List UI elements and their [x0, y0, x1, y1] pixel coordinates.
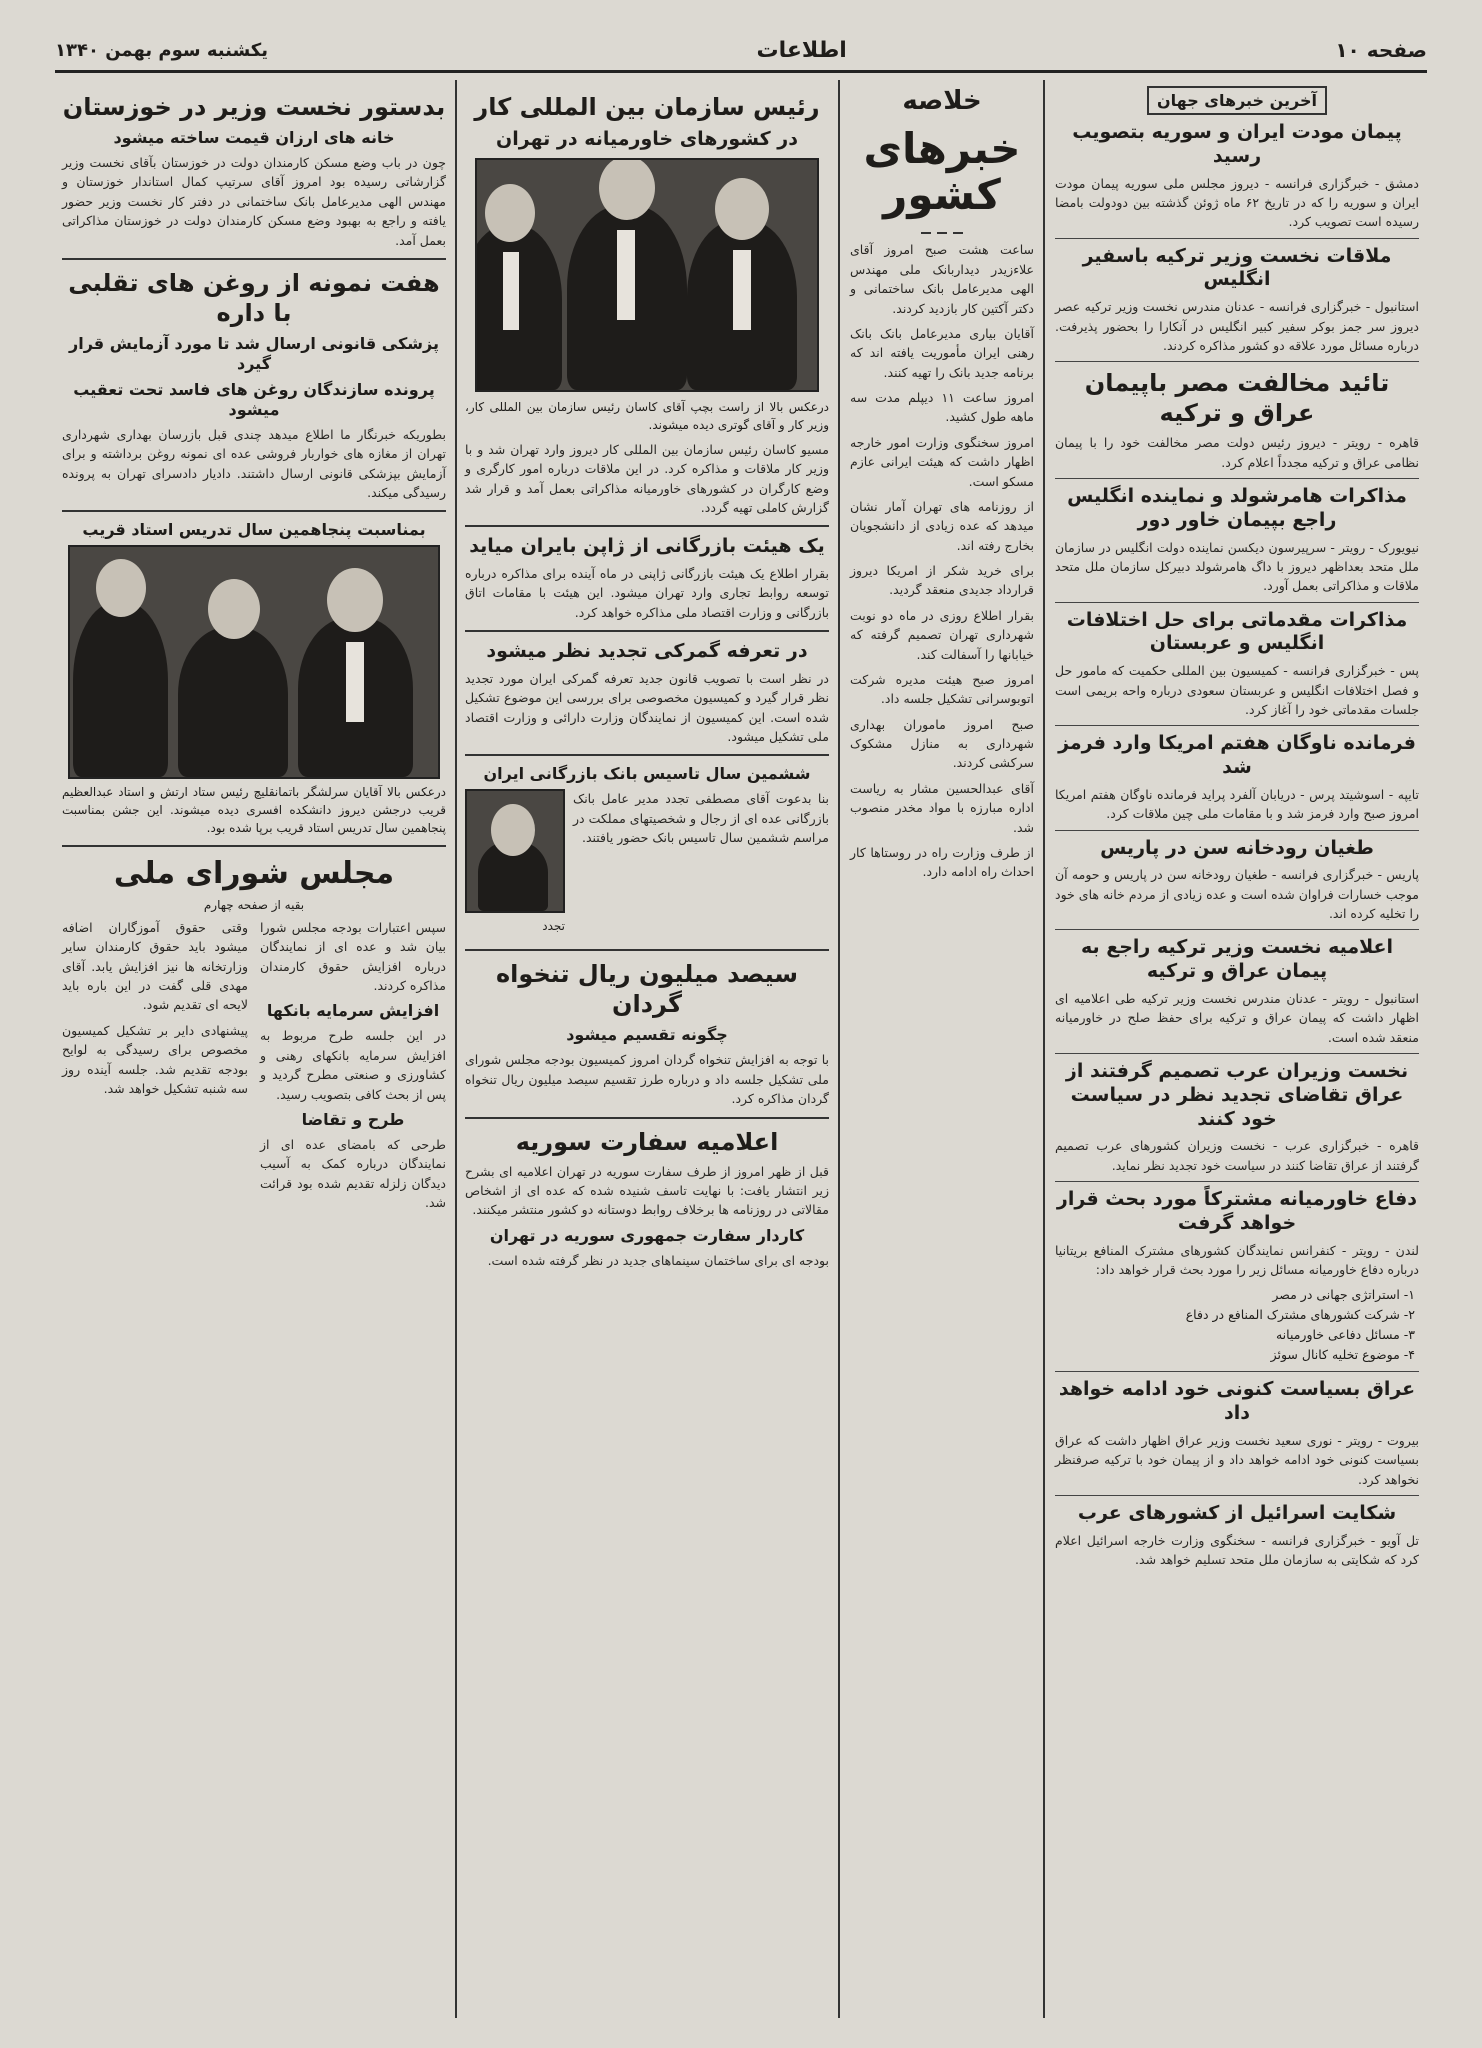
teacher-caption: درعکس بالا آقایان سرلشگر باتمانقلیچ رئیس ستاد ارتش و استاد عبدالعظیم قریب درجشن دیروز دانشکده افسری دیده میشوند. این جشن بمناسبت پنجاهمین سال تدریس استاد قریب برپا شده بود. — [62, 785, 446, 836]
summary-kicker: خلاصه — [902, 86, 982, 116]
page-number: صفحه ۱۰ — [1335, 38, 1427, 62]
story-title: پیمان مودت ایران و سوریه بتصویب رسید — [1072, 121, 1402, 167]
story-body: تایپه - اسوشیتد پرس - دریابان آلفرد پراید فرمانده ناوگان هفتم امریکا امروز صبح وارد فرمز شد و با مقامات ملی چین ملاقات کرد. — [1055, 786, 1419, 822]
money-headline: سیصد میلیون ریال تنخواه گردان — [496, 960, 798, 1019]
majlis-subhead: افزایش سرمایه بانکها — [266, 1001, 440, 1021]
divider — [1055, 602, 1419, 603]
summary-item: امروز صبح هیئت مدیره شرکت اتوبوسرانی تشکیل جلسه داد. — [850, 671, 1034, 707]
khuzestan-subheadline: خانه های ارزان قیمت ساخته میشود — [113, 128, 395, 147]
majlis-body: سپس اعتبارات بودجه مجلس شورا بیان شد و عده ای از نمایندگان درباره افزایش حقوق کارمندان مذاکره کردند. — [260, 919, 446, 993]
teacher-photo — [68, 545, 440, 779]
money-subheadline: چگونه تقسیم میشود — [566, 1025, 728, 1045]
divider — [1055, 478, 1419, 479]
summary-item: آقایان بیاری مدیرعامل بانک بانک رهنی ایران مأموریت یافته اند که برنامه جدید بانک را تهیه کنند. — [850, 325, 1034, 380]
story-body: استانبول - رویتر - عدنان مندرس نخست وزیر ترکیه طی اعلامیه ای اظهار داشت که پیمان عراق و ترکیه برای حفظ صلح در خاورمیانه منعقد شده است. — [1055, 990, 1419, 1045]
world-news-column — [1047, 80, 1427, 2018]
column-rule — [838, 80, 840, 2018]
portrait-caption: تجدد — [542, 919, 565, 934]
story-title: مذاکرات هامرشولد و نماینده انگلیس راجع بپیمان خاور دور — [1067, 485, 1407, 531]
bank-body: بنا بدعوت آقای مصطفی تجدد مدیر عامل بانک بازرگانی عده ای از رجال و شخصیتهای مملکت در مراسم ششمین سال تاسیس بانک حضور یافتند. — [573, 791, 829, 846]
ilo-headline: رئیس سازمان بین المللی کار — [474, 93, 820, 121]
majlis-body: طرحی که بامضای عده ای از نمایندگان درباره کمک به آسیب دیدگان زلزله تقدیم شده بود قرائت شد. — [260, 1136, 446, 1210]
trade-body: بقرار اطلاع یک هیئت بازرگانی ژاپنی در ماه آینده برای مذاکره درباره توسعه روابط تجاری وارد تهران میشود. این هیئت با مقامات اتاق بازرگانی و وزارت اقتصاد ملی مذاکره خواهد کرد. — [465, 566, 829, 620]
majlis-headline: مجلس شورای ملی — [113, 856, 395, 892]
majlis-body: وقتی حقوق آموزگاران اضافه میشود باید حقوق کارمندان سایر وزارتخانه ها نیز افزایش یابد. آقای مهدی قلی گفت در این باره باید لایحه ای تقدیم شود. — [62, 919, 248, 1013]
story-title: عراق بسیاست کنونی خود ادامه خواهد داد — [1058, 1378, 1416, 1424]
list-item: ۴- موضوع تخلیه کانال سوئز — [1270, 1347, 1415, 1363]
summary-title: خبرهای کشور — [863, 124, 1021, 220]
story-title: نخست وزیران عرب تصمیم گرفتند از عراق تقاضای تجدید نظر در سیاست خود کنند — [1065, 1060, 1409, 1130]
story-body: استانبول - خبرگزاری فرانسه - عدنان مندرس نخست وزیر ترکیه عصر دیروز سر جمز بوکر سفیر کبیر انگلیس در آنکارا را بحضور پذیرفت. درباره مسائل مورد علاقه دو کشور مذاکره کردند. — [1055, 299, 1419, 353]
world-news-box-title: آخرین خبرهای جهان — [1147, 86, 1327, 115]
summary-item: ساعت هشت صبح امروز آقای علاءزیدر دیداربانک ملی مهندس الهی مدیرعامل بانک ساختمانی و دکتر آکتین کار بازدید کردند. — [850, 242, 1034, 316]
paper-title: اطلاعات — [756, 37, 847, 63]
syria-signature: کاردار سفارت جمهوری سوریه در تهران — [489, 1225, 805, 1245]
ornament — [850, 232, 1034, 234]
issue-date: یکشنبه سوم بهمن ۱۳۴۰ — [55, 39, 268, 61]
syria-body: قبل از ظهر امروز از طرف سفارت سوریه در تهران اعلامیه ای بشرح زیر انتشار یافت: با نهایت تاسف شنیده شده که عده ای از اشخاص مقالاتی در روزنامه ها برخلاف روابط دوستانه دو کشور منتشر میکنند. — [465, 1163, 829, 1218]
story-body: نیویورک - رویتر - سرپیرسون دیکسن نماینده دولت انگلیس در سازمان ملل متحد بعداظهر دیروز با داگ هامرشولد دبیرکل سازمان ملل متحد ملاقات و مذاکراتی بعمل آورد. — [1055, 539, 1419, 594]
column-rule — [1043, 80, 1045, 2018]
syria-headline: اعلامیه سفارت سوریه — [515, 1127, 779, 1156]
list-item: ۳- مسائل دفاعی خاورمیانه — [1275, 1327, 1415, 1343]
divider — [1055, 929, 1419, 930]
domestic-summary-column — [842, 80, 1042, 2018]
tariff-headline: در تعرفه گمرکی تجدید نظر میشود — [486, 640, 808, 663]
story-title: فرمانده ناوگان هفتم امریکا وارد فرمز شد — [1058, 732, 1416, 778]
divider — [1055, 238, 1419, 239]
ilo-body: مسیو کاسان رئیس سازمان بین المللی کار دیروز وارد تهران شد و با وزیر کار ملاقات و مذاکره کرد. در این ملاقات درباره امور کارگری و وضع کارگران در کشورهای خاورمیانه مذاکراتی بعمل آمد و قرار شد گزارش کاملی تهیه گردد. — [465, 441, 829, 515]
oil-headline: هفت نمونه از روغن های تقلبی با داره — [68, 268, 440, 327]
list-item: ۱- استراتژی جهانی در مصر — [1272, 1287, 1415, 1303]
ilo-photo-caption: درعکس بالا از راست بچپ آقای کاسان رئیس سازمان بین المللی کار، وزیر کار و آقای گوتری دیده میشوند. — [465, 399, 829, 432]
story-body: پس - خبرگزاری فرانسه - کمیسیون بین المللی حکمیت که مامور حل و فصل اختلافات انگلیس و عربستان سعودی درباره واحه بریمی است جلسات مقدماتی خود را آغاز کرد. — [1055, 663, 1419, 717]
divider — [62, 258, 446, 260]
majlis-kicker: بقیه از صفحه چهارم — [203, 897, 305, 912]
story-title: طغیان رودخانه سن در پاریس — [1100, 836, 1374, 859]
divider — [62, 510, 446, 512]
khuzestan-body: چون در باب وضع مسکن کارمندان دولت در خوزستان بآقای نخست وزیر گزارشاتی رسیده بود امروز آقای سرتیپ کمال استاندار خوزستان و مهندس الهی مدیرعامل بانک ساختمانی در دفتر کار نخست وزیر حضور یافته و راجع به بهبود وضع مسکن کارمندان دولت در خوزستان مذاکراتی بعمل آمد. — [62, 155, 446, 248]
numbered-list — [1055, 1285, 1419, 1365]
divider — [1055, 1495, 1419, 1496]
list-item: ۲- شرکت کشورهای مشترک المنافع در دفاع — [1185, 1307, 1415, 1323]
divider — [465, 1117, 829, 1119]
divider — [1055, 725, 1419, 726]
divider — [465, 754, 829, 756]
summary-item: برای خرید شکر از امریکا دیروز قرارداد جدیدی منعقد گردید. — [850, 563, 1034, 598]
story-title: دفاع خاورمیانه مشترکاً مورد بحث قرار خواهد گرفت — [1056, 1188, 1418, 1234]
story-body: تل آویو - خبرگزاری فرانسه - سخنگوی وزارت خارجه اسرائیل اعلام کرد که شکایتی به سازمان ملل متحد تسلیم خواهد شد. — [1055, 1532, 1419, 1567]
divider — [1055, 1371, 1419, 1372]
divider — [1055, 830, 1419, 831]
summary-item: امروز ساعت ۱۱ دیپلم مدت سه ماهه طول کشید. — [850, 390, 1034, 425]
story-body: پاریس - خبرگزاری فرانسه - طغیان رودخانه سن در پاریس و حومه آن موجب خسارات فراوان شده است و عده زیادی از مردم خانه های خود را تخلیه کرده اند. — [1055, 867, 1419, 921]
divider — [62, 845, 446, 847]
divider — [465, 630, 829, 632]
bank-headline: ششمین سال تاسیس بانک بازرگانی ایران — [483, 764, 811, 784]
summary-item: بقرار اطلاع روزی در ماه دو نوبت شهرداری تهران تصمیم گرفته که خیابانها را آسفالت کند. — [850, 607, 1034, 662]
ilo-subheadline: در کشورهای خاورمیانه در تهران — [496, 128, 798, 150]
divider — [1055, 1053, 1419, 1054]
summary-item: آقای عبدالحسین مشار به ریاست اداره مبارزه با مواد مخدر منصوب شد. — [850, 780, 1034, 835]
bottom-body: بودجه ای برای ساختمان سینماهای جدید در نظر گرفته شده است. — [487, 1252, 829, 1268]
majlis-subhead: طرح و تقاضا — [301, 1109, 405, 1129]
story-body: قاهره - خبرگزاری عرب - نخست وزیران کشورهای عرب تصمیم گرفتند از عراق تقاضا کنند در سیاست خود تجدید نظر نماید. — [1055, 1138, 1419, 1173]
oil-subheadline: پزشکی قانونی ارسال شد تا مورد آزمایش قرار گیرد — [69, 333, 439, 373]
story-title: اعلامیه نخست وزیر ترکیه راجع به پیمان عراق و ترکیه — [1080, 936, 1394, 983]
divider — [465, 949, 829, 951]
divider — [1055, 361, 1419, 362]
story-title: ملاقات نخست وزیر ترکیه باسفیر انگلیس — [1082, 244, 1392, 291]
story-title: شکایت اسرائیل از کشورهای عرب — [1077, 1501, 1397, 1524]
story-body: لندن - رویتر - کنفرانس نمایندگان کشورهای مشترک المنافع بریتانیا درباره دفاع خاورمیانه مسائل زیر را مورد بحث قرار خواهد داد: — [1055, 1242, 1419, 1277]
majlis-body: پیشنهادی دایر بر تشکیل کمیسیون مخصوص برای رسیدگی به لوایح بودجه تقدیم شد. جلسه آینده روز سه شنبه تشکیل خواهد شد. — [62, 1022, 248, 1096]
summary-item: از روزنامه های تهران آمار نشان میدهد که عده زیادی از دانشجویان بخارج رفته اند. — [850, 498, 1034, 553]
summary-item: از طرف وزارت راه در روستاها کار احداث راه ادامه دارد. — [850, 844, 1034, 880]
masthead — [55, 30, 1427, 73]
teacher-headline: بمناسبت پنجاهمین سال تدریس استاد قریب — [82, 520, 426, 540]
portrait-photo — [465, 789, 565, 913]
khuzestan-headline: بدستور نخست وزیر در خوزستان — [62, 93, 446, 121]
divider — [465, 525, 829, 527]
ilo-column — [457, 80, 837, 2018]
story-body: قاهره - رویتر - دیروز رئیس دولت مصر مخالفت خود را با پیمان نظامی عراق و ترکیه مجدداً اعلام کرد. — [1055, 435, 1419, 470]
story-body: دمشق - خبرگزاری فرانسه - دیروز مجلس ملی سوریه پیمان مودت ایران و سوریه را که در تاریخ ۶۲ ماه ژوئن گذشته بین دودولت بامضا رسیده است تصویب کرد. — [1055, 175, 1419, 230]
ilo-photo — [475, 158, 819, 392]
oil-subheadline-2: پرونده سازندگان روغن های فاسد تحت تعقیب میشود — [73, 379, 435, 419]
summary-item: صبح امروز ماموران بهداری شهرداری به منازل مشکوک سرکشی کردند. — [850, 716, 1034, 771]
majlis-body: در این جلسه طرح مربوط به افزایش سرمایه بانکهای رهنی و کشاورزی و صنعتی مطرح گردید و پس از بحث کافی بتصویب رسید. — [260, 1028, 446, 1102]
trade-headline: یک هیئت بازرگانی از ژاپن بایران میاید — [469, 535, 825, 558]
divider — [1055, 1181, 1419, 1182]
oil-body: بطوریکه خبرنگار ما اطلاع میدهد چندی قبل بازرسان بهداری شهرداری تهران از مغازه های خواربار فروشی عده ای نمونه روغن برداشته و برای آزمایش بپزشکی قانونی ارسال داشتند. دادیار دادسرای تهران به پرونده رسیدگی میکند. — [62, 426, 446, 500]
story-title: تائید مخالفت مصر باپیمان عراق و ترکیه — [1084, 369, 1390, 428]
story-body: بیروت - رویتر - نوری سعید نخست وزیر عراق اظهار داشت که عراق بسیاست کنونی خود ادامه خواهد داد و از پیمان خود با ترکیه صرفنظر نخواهد کرد. — [1055, 1432, 1419, 1487]
tariff-body: در نظر است با تصویب قانون جدید تعرفه گمرکی ایران مورد تجدید نظر قرار گیرد و کمیسیون مخصوصی برای بررسی این موضوع تشکیل شده است. این کمیسیون از نمایندگان وزارت دارائی و وزارت اقتصاد ملی تشکیل میشود. — [465, 670, 829, 744]
money-body: با توجه به افزایش تنخواه گردان امروز کمیسیون بودجه مجلس شورای ملی تشکیل جلسه داد و درباره طرز تقسیم سیصد میلیون ریال تنخواه گردان مذاکره کرد. — [465, 1052, 829, 1107]
left-column — [54, 80, 454, 2018]
summary-item: امروز سخنگوی وزارت امور خارجه اظهار داشت که هیئت ایرانی عازم مسکو است. — [850, 434, 1034, 489]
story-title: مذاکرات مقدماتی برای حل اختلافات انگلیس و عربستان — [1066, 608, 1408, 655]
